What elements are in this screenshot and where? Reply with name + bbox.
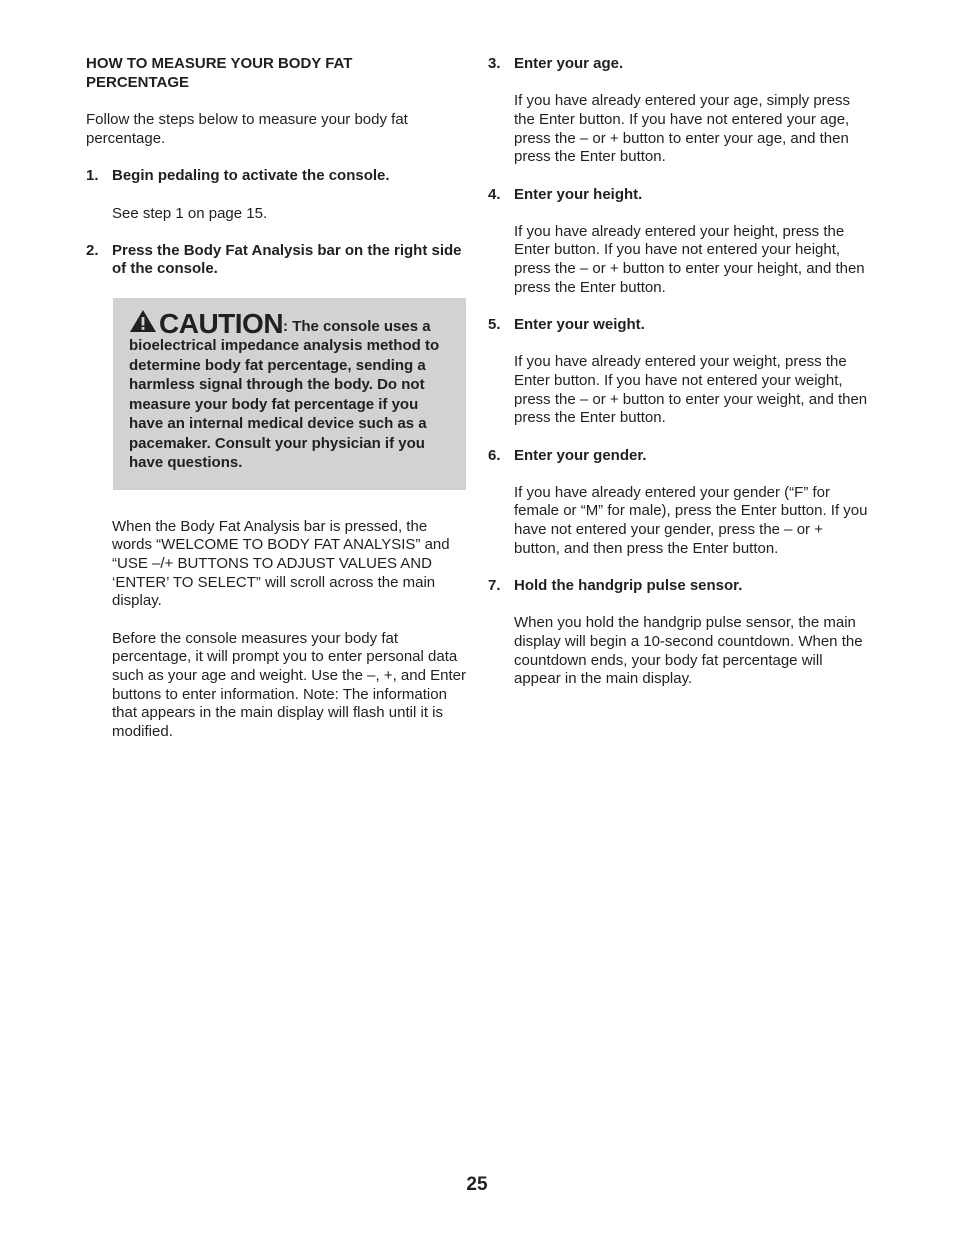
- step-title: Enter your height.: [514, 185, 643, 203]
- step-7-body: When you hold the handgrip pulse sensor, the main display will begin a 10-second countdown. When the countdown ends, your body fat percentage will appear in the main display.: [514, 614, 863, 688]
- step-title: Begin pedaling to activate the console.: [112, 167, 390, 185]
- step-number: 4.: [488, 185, 501, 203]
- step-number: 5.: [488, 316, 501, 334]
- intro-paragraph: Follow the steps below to measure your body fat percentage.: [86, 111, 408, 148]
- step-title: Enter your weight.: [514, 316, 645, 334]
- step-number: 2.: [86, 241, 99, 259]
- step-6-title: [488, 447, 872, 466]
- left-column: [86, 55, 470, 760]
- step-title: Press the Body Fat Analysis bar on the right side of the console.: [112, 241, 462, 278]
- step-2-title: [86, 242, 470, 279]
- warning-triangle-icon: [129, 309, 157, 333]
- step-title: Enter your age.: [514, 55, 624, 72]
- caution-box: [113, 298, 466, 490]
- step-1-title: [86, 167, 470, 186]
- step-number: 1.: [86, 167, 99, 185]
- step-number: 6.: [488, 446, 501, 464]
- section-heading: [86, 55, 470, 92]
- step-7-title: [488, 577, 872, 596]
- step-3-body: If you have already entered your age, simply press the Enter button. If you have not entered your age, press the – or + button to enter your age, and then press the Enter button.: [514, 92, 851, 166]
- right-column: [488, 55, 872, 708]
- step-6-body: If you have already entered your gender (“F” for female or “M” for male), press the Enter button. If you have not entered your gender, press the – or + button, and then press the Enter button.: [514, 483, 868, 557]
- caution-text: : The console uses a bioelectrical impedance analysis method to determine body fat percentage, sending a harmless signal through the body. Do not measure your body fat percentage if you have an internal medical device such as a pacemaker. Consult your physician if you have questions.: [129, 317, 440, 472]
- scroll-message-paragraph: When the Body Fat Analysis bar is pressed, the words “WELCOME TO BODY FAT ANALYSIS” and “USE –/+ BUTTONS TO ADJUST VALUES AND ‘ENTER’ TO SELECT” will scroll across the main display.: [112, 517, 450, 610]
- caution-label: CAUTION: [159, 307, 284, 339]
- step-number: 7.: [488, 577, 501, 595]
- step-1-body: See step 1 on page 15.: [112, 204, 268, 222]
- step-4-body: If you have already entered your height, press the Enter button. If you have not entered your height, press the – or + button to enter your height, and then press the Enter button.: [514, 222, 865, 296]
- step-title: Hold the handgrip pulse sensor.: [514, 577, 743, 595]
- step-number: 3.: [488, 55, 501, 72]
- personal-data-paragraph: Before the console measures your body fat percentage, it will prompt you to enter personal data such as your age and weight. Use the –, +, and Enter buttons to enter information. Note: The information that appears in the main display will flash until it is modified.: [112, 629, 466, 741]
- step-5-body: If you have already entered your weight, press the Enter button. If you have not entered your weight, press the – or + button to enter your weight, and then press the Enter button.: [514, 353, 868, 427]
- section-heading-line1: HOW TO MEASURE YOUR BODY FAT: [86, 55, 353, 72]
- step-5-title: [488, 316, 872, 335]
- section-heading-line2: PERCENTAGE: [86, 73, 190, 91]
- page-number: 25: [466, 1174, 488, 1195]
- step-4-title: [488, 186, 872, 205]
- step-3-title: [488, 55, 872, 74]
- step-title: Enter your gender.: [514, 446, 647, 464]
